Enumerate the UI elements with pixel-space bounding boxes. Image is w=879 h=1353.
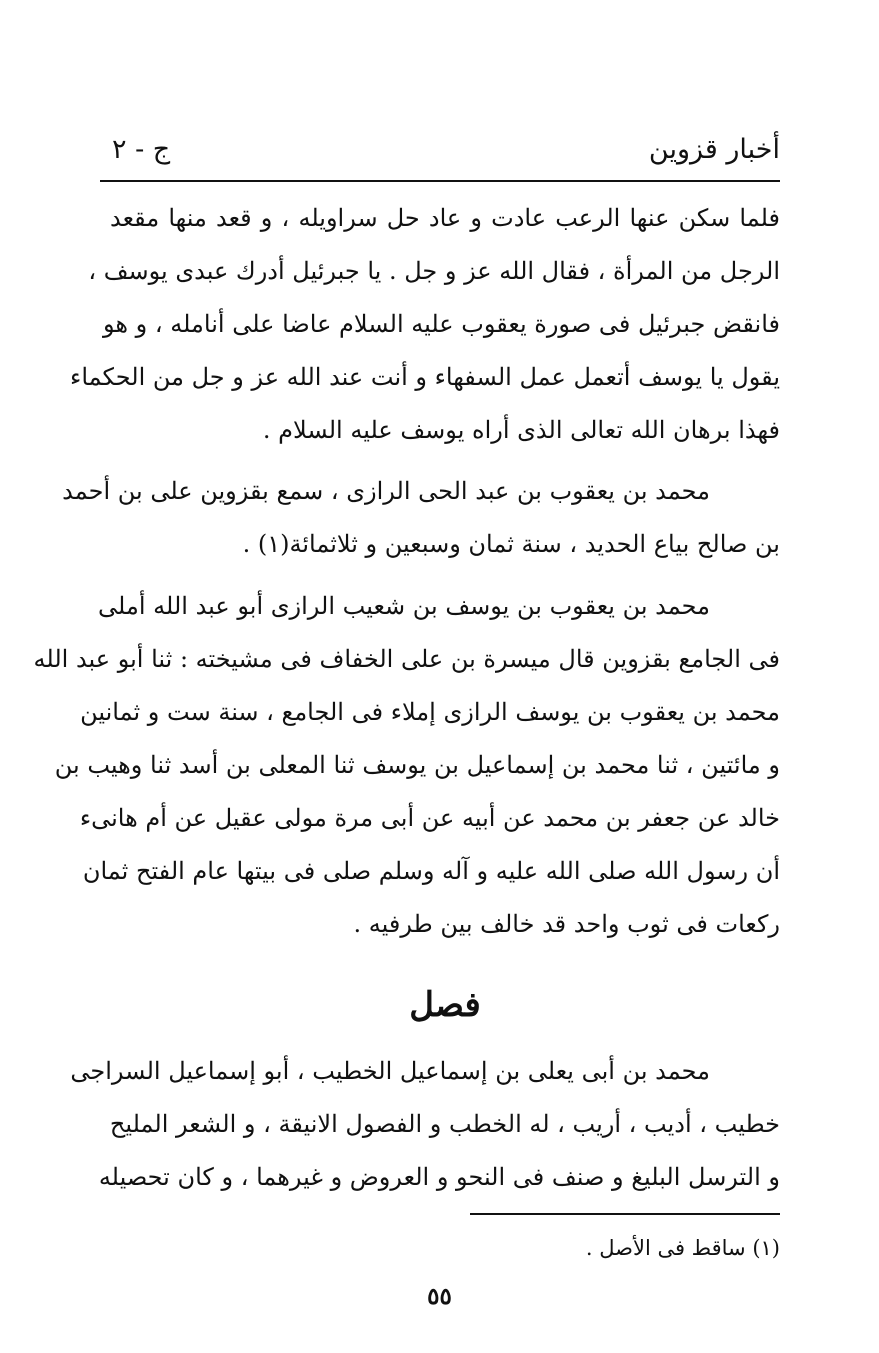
section-paragraph bbox=[70, 1045, 780, 1204]
paragraph-2 bbox=[62, 465, 780, 571]
text-line: خطيب ، أديب ، أريب ، له الخطب و الفصول الانيقة ، و الشعر المليح bbox=[109, 1110, 780, 1138]
volume-number: ج - ٢ bbox=[112, 134, 171, 165]
paragraph-1 bbox=[70, 192, 780, 457]
text-line: الرجل من المرأة ، فقال الله عز و جل . يا جبرئيل أدرك عبدى يوسف ، bbox=[88, 257, 780, 285]
text-line: محمد بن يعقوب بن عبد الحى الرازى ، سمع بقزوين على بن أحمد bbox=[62, 477, 710, 505]
text-line: فانقض جبرئيل فى صورة يعقوب عليه السلام عاضا على أنامله ، و هو bbox=[102, 310, 780, 338]
text-line: محمد بن يعقوب بن يوسف الرازى إملاء فى الجامع ، سنة ست و ثمانين bbox=[80, 698, 780, 726]
header-divider bbox=[100, 180, 780, 182]
paragraph-3 bbox=[33, 580, 780, 951]
section-heading: فصل bbox=[409, 985, 481, 1025]
text-line: فلما سكن عنها الرعب عادت و عاد حل سراويله ، و قعد منها مقعد bbox=[110, 204, 780, 232]
text-line: فى الجامع بقزوين قال ميسرة بن على الخفاف فى مشيخته : ثنا أبو عبد الله bbox=[33, 645, 780, 673]
text-line: ركعات فى ثوب واحد قد خالف بين طرفيه . bbox=[353, 910, 780, 938]
text-line: يقول يا يوسف أتعمل عمل السفهاء و أنت عند الله عز و جل من الحكماء bbox=[70, 363, 780, 391]
text-line: و مائتين ، ثنا محمد بن إسماعيل بن يوسف ثنا المعلى بن أسد ثنا وهيب بن bbox=[54, 751, 780, 779]
footnote-divider bbox=[470, 1213, 780, 1215]
footnote: (١) ساقط فى الأصل . bbox=[585, 1236, 780, 1260]
text-line: محمد بن أبى يعلى بن إسماعيل الخطيب ، أبو إسماعيل السراجى bbox=[70, 1057, 710, 1085]
text-line: فهذا برهان الله تعالى الذى أراه يوسف عليه السلام . bbox=[262, 416, 780, 444]
page-number: ٥٥ bbox=[427, 1283, 452, 1310]
text-line: بن صالح بياع الحديد ، سنة ثمان وسبعين و ثلاثمائة(١) . bbox=[242, 530, 780, 558]
book-title: أخبار قزوين bbox=[648, 134, 780, 165]
text-line: أن رسول الله صلى الله عليه و آله وسلم صلى فى بيتها عام الفتح ثمان bbox=[82, 857, 780, 885]
text-line: محمد بن يعقوب بن يوسف بن شعيب الرازى أبو عبد الله أملى bbox=[98, 592, 710, 620]
text-line: خالد عن جعفر بن محمد عن أبيه عن أبى مرة مولى عقيل عن أم هانىء bbox=[79, 804, 780, 832]
running-header bbox=[100, 128, 780, 180]
text-line: و الترسل البليغ و صنف فى النحو و العروض و غيرهما ، و كان تحصيله bbox=[98, 1163, 780, 1191]
